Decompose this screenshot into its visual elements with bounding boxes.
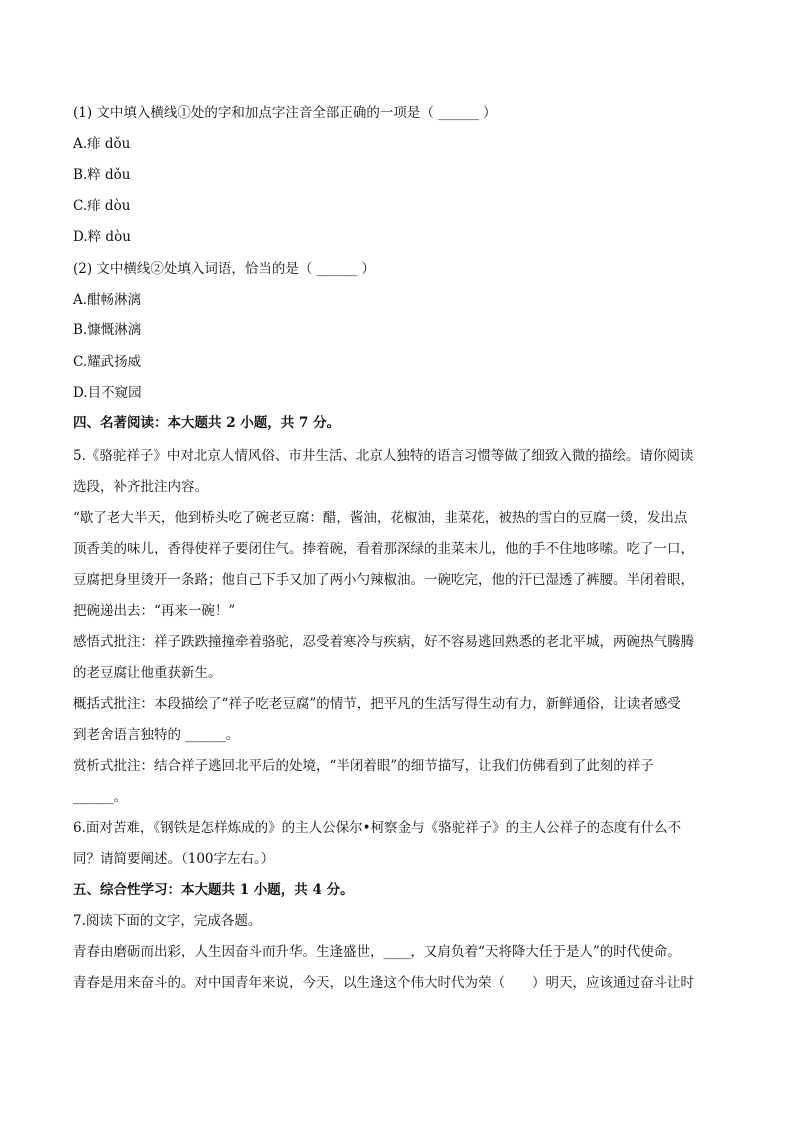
passage-text: “歇了老大半天，他到桥头吃了碗老豆腐：醋，酱油，花椒油，韭菜花，被热的雪白的豆腐一烫，发出点: [73, 510, 688, 526]
option-d: D.目不窥园: [73, 385, 142, 401]
option-c: C.耀武扬威: [73, 354, 142, 370]
option-a: A.酣畅淋漓: [73, 292, 142, 308]
annotation-appreciation: 赏析式批注：结合祥子逃回北平后的处境，“半闭着眼”的细节描写，让我们仿佛看到了此刻的祥子: [73, 758, 654, 774]
annotation-summary: 到老舍语言独特的 ______。: [73, 727, 240, 743]
question-6-text: 6.面对苦难，《钢铁是怎样炼成的》的主人公保尔•柯察金与《骆驼祥子》的主人公祥子的态度有什么不: [73, 820, 682, 836]
question-2-stem: (2) 文中横线②处填入词语，恰当的是（ ______ ）: [73, 261, 375, 277]
annotation-appreciation: ______。: [73, 789, 127, 805]
reading-passage: 青春由磨砺而出彩，人生因奋斗而升华。生逢盛世，____，又肩负着“天将降大任于是人”的时代使命。: [73, 944, 681, 960]
option-a: A.痱 dǒu: [73, 136, 131, 152]
annotation-insight: 的老豆腐让他重获新生。: [73, 665, 222, 681]
question-6-text: 同？请简要阐述。（100字左右。）: [73, 851, 275, 867]
passage-text: 顶香美的味儿，香得使祥子要闭住气。捧着碗，看着那深绿的韭菜末儿，他的手不住地哆嗦。吃了一口，: [73, 541, 694, 557]
question-1-stem: (1) 文中填入横线①处的字和加点字注音全部正确的一项是（ ______ ）: [73, 105, 497, 121]
question-7-text: 7.阅读下面的文字，完成各题。: [73, 913, 262, 929]
section-5-heading: 五、综合性学习：本大题共 1 小题，共 4 分。: [73, 882, 354, 898]
annotation-summary: 概括式批注：本段描绘了“祥子吃老豆腐”的情节，把平凡的生活写得生动有力，新鲜通俗，让读者感受: [73, 696, 681, 712]
question-5-text: 5.《骆驼祥子》中对北京人情风俗、市井生活、北京人独特的语言习惯等做了细致入微的描绘。请你阅读: [73, 448, 694, 464]
passage-text: 把碗递出去：“再来一碗！”: [73, 603, 236, 619]
section-4-heading: 四、名著阅读：本大题共 2 小题，共 7 分。: [73, 415, 341, 431]
passage-text: 豆腐把身里烫开一条路；他自己下手又加了两小勺辣椒油。一碗吃完，他的汗已湿透了裤腰。半闭着眼，: [73, 572, 694, 588]
question-5-text: 选段，补齐批注内容。: [73, 479, 208, 495]
option-b: B.粹 dǒu: [73, 167, 131, 183]
option-b: B.慷慨淋漓: [73, 322, 142, 338]
reading-passage: 青春是用来奋斗的。对中国青年来说，今天，以生逢这个伟大时代为荣（ ）明天，应该通过奋斗让时: [73, 975, 694, 991]
annotation-insight: 感悟式批注：祥子跌跌撞撞牵着骆驼，忍受着寒冷与疾病，好不容易逃回熟悉的老北平城，两碗热气腾腾: [73, 634, 694, 650]
option-d: D.粹 dòu: [73, 229, 131, 245]
option-c: C.痱 dòu: [73, 198, 131, 214]
